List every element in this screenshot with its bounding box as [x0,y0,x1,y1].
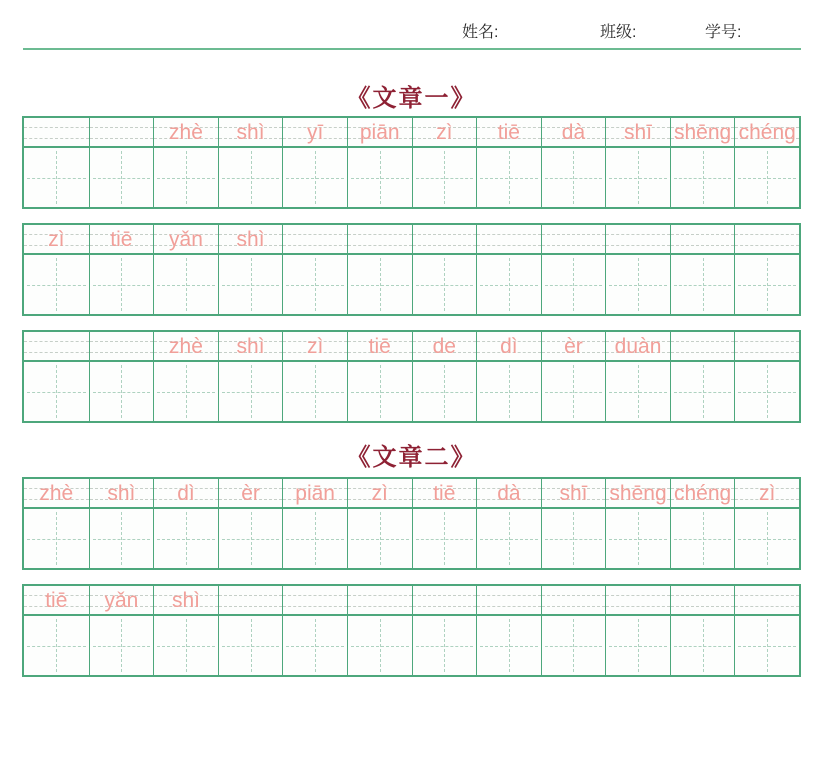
pinyin-cell [153,479,218,509]
character-practice-cell [153,509,218,568]
character-practice-cell [347,362,412,421]
pinyin-row [24,118,799,148]
pinyin-text: zì [48,228,65,251]
pinyin-cell [24,225,89,255]
pinyin-text: zhè [169,121,203,144]
pinyin-cell [282,225,347,255]
pinyin-cell [282,586,347,616]
pinyin-cell [670,225,735,255]
character-practice-cell [541,509,606,568]
character-practice-cell [89,362,154,421]
practice-block [22,223,801,316]
character-practice-cell [218,255,283,314]
worksheet-header [0,0,823,50]
pinyin-cell [605,586,670,616]
character-practice-cell [605,362,670,421]
character-practice-cell [605,255,670,314]
class-field-label: 班级: [600,24,637,41]
character-practice-cell [153,148,218,207]
pinyin-text: èr [241,482,260,505]
character-practice-cell [347,255,412,314]
character-practice-cell [412,255,477,314]
character-practice-cell [89,616,154,675]
character-practice-cell [412,509,477,568]
pinyin-text: chéng [738,121,796,144]
character-practice-cell [153,616,218,675]
character-box-row [24,509,799,568]
pinyin-text: shì [107,482,136,505]
pinyin-cell [89,479,154,509]
character-box-row [24,148,799,207]
pinyin-cell [347,118,412,148]
pinyin-text: tiē [433,482,456,505]
pinyin-text: tiē [45,589,68,612]
character-practice-cell [670,255,735,314]
pinyin-cell [734,332,799,362]
pinyin-cell [734,118,799,148]
pinyin-cell [153,586,218,616]
character-practice-cell [24,509,89,568]
pinyin-cell [218,118,283,148]
pinyin-text: shī [624,121,653,144]
pinyin-text: zì [371,482,388,505]
pinyin-text: dì [177,482,195,505]
practice-block [22,116,801,209]
character-practice-cell [347,616,412,675]
pinyin-cell [670,479,735,509]
pinyin-text: duàn [614,335,662,358]
character-practice-cell [218,616,283,675]
article-2-title: 《文章二》 [346,442,477,471]
pinyin-row [24,332,799,362]
pinyin-text: zì [436,121,453,144]
pinyin-cell [282,479,347,509]
pinyin-cell [476,479,541,509]
character-box-row [24,255,799,314]
pinyin-cell [153,332,218,362]
character-practice-cell [412,362,477,421]
character-practice-cell [282,509,347,568]
pinyin-cell [476,586,541,616]
character-practice-cell [605,148,670,207]
pinyin-text: zhè [39,482,74,505]
character-practice-cell [734,509,799,568]
pinyin-cell [153,118,218,148]
pinyin-text: yǎn [104,589,139,612]
pinyin-text: de [432,335,456,358]
pinyin-cell [412,586,477,616]
character-practice-cell [24,255,89,314]
pinyin-cell [734,586,799,616]
character-practice-cell [476,362,541,421]
character-practice-cell [282,148,347,207]
character-practice-cell [24,362,89,421]
pinyin-cell [734,479,799,509]
pinyin-cell [605,225,670,255]
character-practice-cell [541,616,606,675]
character-practice-cell [734,616,799,675]
pinyin-cell [347,225,412,255]
pinyin-text: yǎn [169,228,203,251]
character-practice-cell [476,148,541,207]
pinyin-cell [24,586,89,616]
character-practice-cell [541,255,606,314]
pinyin-text: shì [236,335,265,358]
pinyin-cell [24,332,89,362]
pinyin-cell [476,332,541,362]
character-practice-cell [153,362,218,421]
pinyin-row [24,225,799,255]
pinyin-cell [24,479,89,509]
pinyin-cell [282,118,347,148]
pinyin-cell [89,586,154,616]
pinyin-cell [347,332,412,362]
character-practice-cell [734,148,799,207]
pinyin-cell [476,118,541,148]
character-practice-cell [347,148,412,207]
pinyin-cell [412,225,477,255]
character-practice-cell [670,616,735,675]
character-practice-cell [670,362,735,421]
pinyin-cell [218,586,283,616]
pinyin-cell [734,225,799,255]
article-1-title: 《文章一》 [346,83,477,112]
pinyin-cell [605,479,670,509]
character-practice-cell [347,509,412,568]
header-divider-line [23,48,801,50]
character-practice-cell [282,255,347,314]
pinyin-cell [412,479,477,509]
character-practice-cell [153,255,218,314]
pinyin-row [24,586,799,616]
pinyin-text: tiē [497,121,520,144]
character-practice-cell [218,148,283,207]
character-practice-cell [412,616,477,675]
pinyin-cell [541,225,606,255]
name-field-label: 姓名: [462,24,499,41]
pinyin-text: tiē [368,335,391,358]
pinyin-text: yī [306,121,324,144]
pinyin-text: zì [306,335,324,358]
pinyin-cell [218,225,283,255]
character-practice-cell [89,509,154,568]
pinyin-cell [541,118,606,148]
pinyin-text: zhè [169,335,203,358]
character-practice-cell [89,148,154,207]
pinyin-cell [476,225,541,255]
character-practice-cell [89,255,154,314]
pinyin-text: piān [295,482,335,505]
character-practice-cell [218,509,283,568]
pinyin-cell [541,332,606,362]
pinyin-cell [605,118,670,148]
character-box-row [24,616,799,675]
pinyin-cell [347,479,412,509]
character-practice-cell [670,148,735,207]
character-practice-cell [476,255,541,314]
pinyin-cell [670,332,735,362]
character-practice-cell [476,616,541,675]
character-practice-cell [282,362,347,421]
pinyin-cell [670,586,735,616]
pinyin-cell [24,118,89,148]
character-practice-cell [605,509,670,568]
pinyin-cell [541,479,606,509]
character-practice-cell [218,362,283,421]
pinyin-text: shì [171,589,200,612]
character-practice-cell [670,509,735,568]
character-practice-cell [282,616,347,675]
pinyin-cell [412,118,477,148]
pinyin-cell [282,332,347,362]
pinyin-cell [541,586,606,616]
pinyin-text: chéng [674,482,732,505]
character-practice-cell [541,362,606,421]
character-practice-cell [24,148,89,207]
pinyin-cell [89,332,154,362]
character-practice-cell [24,616,89,675]
pinyin-text: shì [236,228,265,251]
pinyin-cell [218,479,283,509]
character-practice-cell [734,255,799,314]
character-box-row [24,362,799,421]
character-practice-cell [412,148,477,207]
pinyin-cell [347,586,412,616]
pinyin-cell [670,118,735,148]
character-practice-cell [734,362,799,421]
pinyin-text: piān [359,121,400,144]
pinyin-text: dì [500,335,518,358]
character-practice-cell [541,148,606,207]
pinyin-text: shēng [609,482,667,505]
pinyin-row [24,479,799,509]
pinyin-text: shēng [674,121,732,144]
pinyin-cell [89,118,154,148]
pinyin-text: dà [497,482,521,505]
pinyin-text: zì [759,482,776,505]
pinyin-text: shī [559,482,588,505]
pinyin-cell [153,225,218,255]
pinyin-cell [412,332,477,362]
pinyin-text: èr [564,335,583,358]
pinyin-text: dà [561,121,586,144]
character-practice-cell [476,509,541,568]
character-practice-cell [605,616,670,675]
pinyin-cell [218,332,283,362]
practice-block [22,477,801,570]
pinyin-text: tiē [110,228,133,251]
pinyin-text: shì [236,121,265,144]
pinyin-cell [605,332,670,362]
pinyin-cell [89,225,154,255]
practice-block [22,584,801,677]
practice-block [22,330,801,423]
student-number-field-label: 学号: [705,24,742,41]
